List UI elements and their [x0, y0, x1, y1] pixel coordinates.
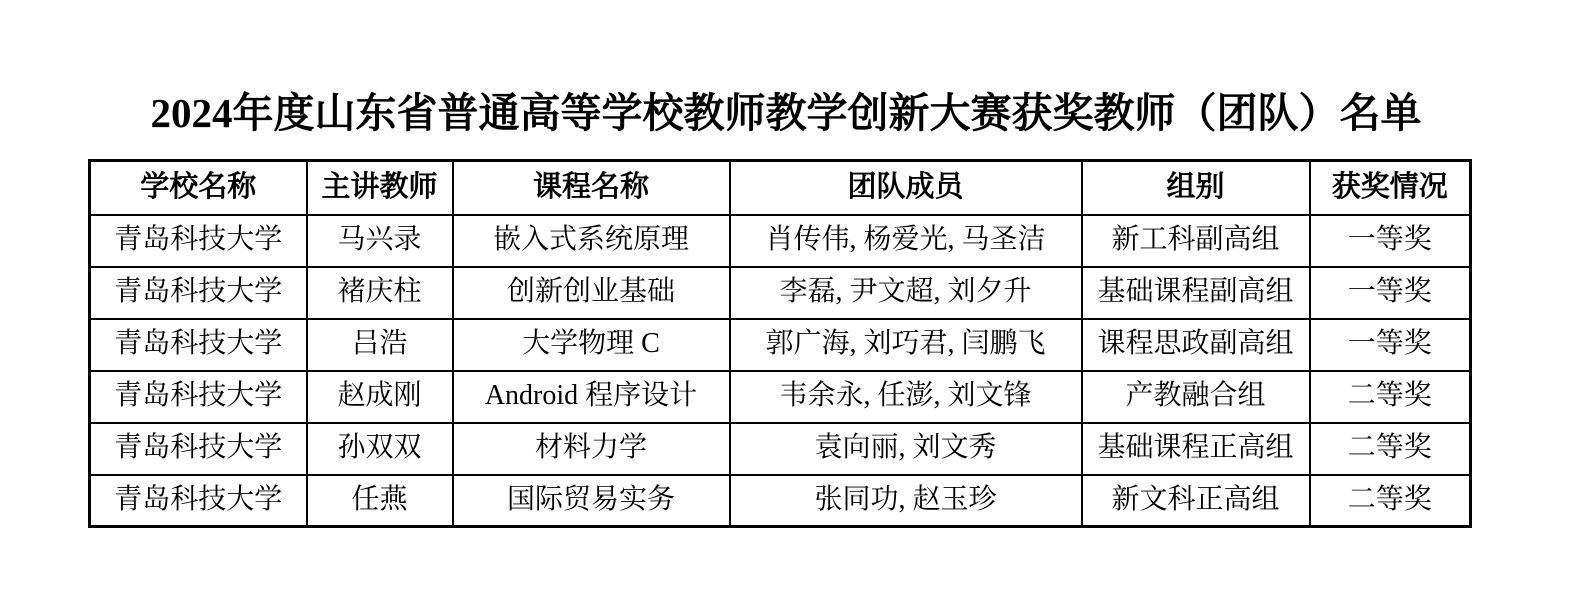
table-row	[90, 371, 1471, 423]
cell-members: 李磊, 尹文超, 刘夕升	[730, 267, 1082, 319]
cell-members: 张同功, 赵玉珍	[730, 475, 1082, 527]
cell-teacher: 赵成刚	[307, 371, 453, 423]
cell-teacher: 褚庆柱	[307, 267, 453, 319]
table-row	[90, 319, 1471, 371]
cell-teacher: 马兴录	[307, 215, 453, 267]
table-row	[90, 475, 1471, 527]
page-title: 2024年度山东省普通高等学校教师教学创新大赛获奖教师（团队）名单	[150, 90, 1422, 136]
cell-group: 新文科正高组	[1082, 475, 1310, 527]
cell-school: 青岛科技大学	[90, 267, 307, 319]
cell-group: 新工科副高组	[1082, 215, 1310, 267]
cell-school: 青岛科技大学	[90, 371, 307, 423]
awards-table	[88, 159, 1472, 528]
cell-members: 肖传伟, 杨爱光, 马圣洁	[730, 215, 1082, 267]
cell-award: 二等奖	[1310, 423, 1471, 475]
cell-award: 二等奖	[1310, 475, 1471, 527]
column-header-school: 学校名称	[90, 161, 307, 215]
table-row	[90, 267, 1471, 319]
column-header-course: 课程名称	[453, 161, 730, 215]
cell-course: 大学物理 C	[453, 319, 730, 371]
table-header-row	[90, 161, 1471, 215]
cell-teacher: 孙双双	[307, 423, 453, 475]
cell-group: 产教融合组	[1082, 371, 1310, 423]
cell-members: 袁向丽, 刘文秀	[730, 423, 1082, 475]
cell-teacher: 吕浩	[307, 319, 453, 371]
cell-award: 一等奖	[1310, 267, 1471, 319]
cell-group: 基础课程副高组	[1082, 267, 1310, 319]
cell-course: 嵌入式系统原理	[453, 215, 730, 267]
cell-school: 青岛科技大学	[90, 215, 307, 267]
cell-school: 青岛科技大学	[90, 475, 307, 527]
cell-members: 郭广海, 刘巧君, 闫鹏飞	[730, 319, 1082, 371]
column-header-award: 获奖情况	[1310, 161, 1471, 215]
cell-award: 一等奖	[1310, 215, 1471, 267]
cell-course: 国际贸易实务	[453, 475, 730, 527]
cell-group: 基础课程正高组	[1082, 423, 1310, 475]
cell-group: 课程思政副高组	[1082, 319, 1310, 371]
table-row	[90, 423, 1471, 475]
cell-course: Android 程序设计	[453, 371, 730, 423]
cell-school: 青岛科技大学	[90, 319, 307, 371]
column-header-teacher: 主讲教师	[307, 161, 453, 215]
cell-members: 韦余永, 任澎, 刘文锋	[730, 371, 1082, 423]
column-header-members: 团队成员	[730, 161, 1082, 215]
cell-award: 一等奖	[1310, 319, 1471, 371]
cell-course: 创新创业基础	[453, 267, 730, 319]
cell-school: 青岛科技大学	[90, 423, 307, 475]
cell-award: 二等奖	[1310, 371, 1471, 423]
table-row	[90, 215, 1471, 267]
column-header-group: 组别	[1082, 161, 1310, 215]
cell-course: 材料力学	[453, 423, 730, 475]
cell-teacher: 任燕	[307, 475, 453, 527]
